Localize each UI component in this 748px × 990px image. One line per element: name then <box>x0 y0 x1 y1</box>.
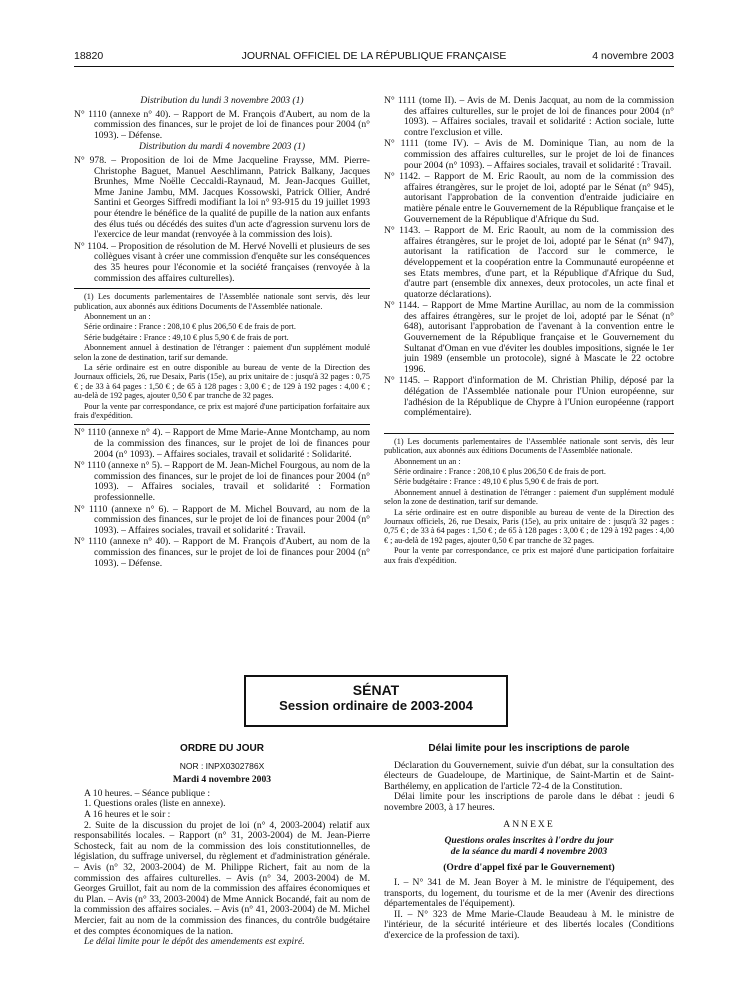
footnote-text: Abonnement annuel à destination de l'étranger : paiement d'un supplément modulé selon la zone de destination, tarif sur demande. <box>74 343 370 362</box>
footnote-text: Pour la vente par correspondance, ce prix est majoré d'une participation forfaitaire aux frais d'expédition. <box>384 546 674 565</box>
footnote-rule <box>384 433 674 434</box>
agenda-line: 2. Suite de la discussion du projet de loi (n° 4, 2003-2004) relatif aux responsabilités locales. – Rapport (n° 31, 2003-2004) de M. Jean-Pierre Schosteck, fait au nom de la commission des lois constitutionnelles, de législation, du suffrage universel, du règlement et d'administration générale. – Avis (n° 32, 2003-2004) de M. Philippe Richert, fait au nom de la commission des affaires culturelles. – Avis (n° 34, 2003-2004) de M. Georges Gruillot, fait au nom de la commission des affaires économiques et du Plan. – Avis (n° 33, 2003-2004) de Mme Annick Bocandé, fait au nom de la commission des affaires sociales. – Avis (n° 41, 2003-2004) de M. Michel Mercier, fait au nom de la commission des finances, du contrôle budgétaire et des comptes économiques de la nation. <box>74 819 370 937</box>
footnote-text: La série ordinaire est en outre disponible au bureau de vente de la Direction des Journaux officiels, 26, rue Desaix, Paris (15e), au prix unitaire de : jusqu'à 32 pages : 0,75 € ; de 33 à 64 pages : 1,50 € ; de 65 à 128 pages : 3,00 € ; de 129 à 192 pages : 4,00 € ; au-delà de 192 pages, ajouter 0,50 € par tranche de 32 pages. <box>74 362 370 401</box>
footnote-text: Série budgétaire : France : 49,10 € plus 5,90 € de frais de port. <box>84 332 289 342</box>
agenda-line: A 16 heures et le soir : <box>84 808 171 820</box>
footnote-text: Série ordinaire : France : 208,10 € plus 206,50 € de frais de port. <box>394 467 606 477</box>
footnote-rule <box>74 424 370 425</box>
footnote-text: (1) Les documents parlementaires de l'Assemblée nationale sont servis, dès leur publication, aux abonnés aux éditions Documents de l'Assemblée nationale. <box>384 436 674 456</box>
distribution-heading: Distribution du lundi 3 novembre 2003 (1) <box>140 95 304 106</box>
document-entry: N° 1110 (annexe n° 5). – Rapport de M. Jean-Michel Fourgous, au nom de la commission des finances, sur le projet de loi de finances pour 2004 (n° 1093). – Affaires sociales, travail et solidarité : Formation professionnelle. <box>74 460 370 503</box>
agenda-line: A 10 heures. – Séance publique : <box>84 787 211 799</box>
nor-reference: NOR : INPX0302786X <box>179 760 265 771</box>
footnote-text: Abonnement annuel à destination de l'étranger : paiement d'un supplément modulé selon la zone de destination, tarif sur demande. <box>384 487 674 507</box>
document-entry: N° 1110 (annexe n° 40). – Rapport de M. François d'Aubert, au nom de la commission des finances, sur le projet de loi de finances pour 2004 (n° 1093). – Défense. <box>74 108 370 141</box>
questions-heading: de la séance du mardi 4 novembre 2003 <box>450 845 608 857</box>
footnote <box>384 437 674 565</box>
footnote-text: Pour la vente par correspondance, ce prix est majoré d'une participation forfaitaire aux frais d'expédition. <box>74 401 370 420</box>
right-column <box>384 96 674 566</box>
senat-subtitle: Session ordinaire de 2003-2004 <box>279 698 473 713</box>
document-entry: N° 978. – Proposition de loi de Mme Jacqueline Fraysse, MM. Pierre-Christophe Baguet, Manuel Aeschlimann, Patrick Balkany, Jacques Brunhes, Mme Noëlle Ceccaldi-Raynaud, M. Jean-Jacques Guillet, Mme Janine Jambu, MM. Jacques Kossowski, Patrick Ollier, André Santini et Georges Siffredi modifiant la loi n° 93-915 du 19 juillet 1993 pour étendre le bénéfice de la qualité de pupille de la nation aux enfants des élus tués ou décédés des suites d'un acte d'agression survenu lors de l'exercice de leur mandat (renvoyée à la commission des lois). <box>74 154 370 241</box>
footnote-text: Série ordinaire : France : 208,10 € plus 206,50 € de frais de port. <box>84 322 296 332</box>
footnote-text: Abonnement un an : <box>394 456 461 466</box>
footnote-text: Série budgétaire : France : 49,10 € plus 5,90 € de frais de port. <box>394 477 599 487</box>
paragraph: Délai limite pour les inscriptions de parole dans le débat : jeudi 6 novembre 2003, à 17 heures. <box>384 791 674 813</box>
document-entry: N° 1111 (tome IV). – Avis de M. Dominique Tian, au nom de la commission des affaires culturelles, sur le projet de loi de finances pour 2004 (n° 1093). – Affaires sociales, travail et solidarité : Travail. <box>384 138 674 171</box>
document-entry: N° 1143. – Rapport de M. Eric Raoult, au nom de la commission des affaires étrangères, sur le projet de loi, adopté par le Sénat (n° 947), autorisant la ratification de l'accord sur le commerce, le développement et la coopération entre la Communauté européenne et ses Etats membres, d'une part, et la République d'Afrique du Sud, d'autre part (ensemble dix annexes, deux protocoles, un acte final et quatorze déclarations). <box>384 225 674 300</box>
left-column <box>74 96 370 570</box>
question-item: II. – N° 323 de Mme Marie-Claude Beaudeau à M. le ministre de l'intérieur, de la sécurité intérieure et des libertés locales (Conditions d'exercice de la profession de taxi). <box>384 908 674 941</box>
footnote <box>74 292 370 420</box>
footnote-text: (1) Les documents parlementaires de l'Assemblée nationale sont servis, dès leur publication, aux abonnés aux éditions Documents de l'Assemblée nationale. <box>74 292 370 311</box>
ordre-du-jour-section <box>74 744 370 948</box>
question-item: I. – N° 341 de M. Jean Boyer à M. le ministre de l'équipement, des transports, du logement, du tourisme et de la mer (Avenir des directions départementales de l'équipement). <box>384 876 674 910</box>
ordre-appel: (Ordre d'appel fixé par le Gouvernement) <box>443 862 615 874</box>
document-entry: N° 1111 (tome II). – Avis de M. Denis Jacquat, au nom de la commission des affaires culturelles, sur le projet de loi de finances pour 2004 (n° 1093). – Affaires sociales, travail et solidarité : Action sociale, lutte contre l'exclusion et ville. <box>384 95 674 138</box>
agenda-note: Le délai limite pour le dépôt des amendements est expiré. <box>84 936 305 948</box>
header-rule <box>74 66 674 67</box>
distribution-heading: Distribution du mardi 4 novembre 2003 (1) <box>138 141 306 153</box>
questions-heading: Questions orales inscrites à l'ordre du jour <box>444 835 614 847</box>
document-entry: N° 1110 (annexe n° 40). – Rapport de M. François d'Aubert, au nom de la commission des finances, sur le projet de loi de finances pour 2004 (n° 1093). – Défense. <box>74 536 370 569</box>
senat-title: SÉNAT <box>352 682 400 698</box>
delai-section <box>384 744 674 942</box>
page-number: 18820 <box>74 50 104 62</box>
document-entry: N° 1110 (annexe n° 6). – Rapport de M. Michel Bouvard, au nom de la commission des finances, sur le projet de loi de finances pour 2004 (n° 1093). – Affaires sociales, travail et solidarité : Travail. <box>74 503 370 536</box>
document-entry: N° 1110 (annexe n° 4). – Rapport de Mme Marie-Anne Montchamp, au nom de la commission des finances, sur le projet de loi de finances pour 2004 (n° 1093). – Affaires sociales, travail et solidarité : Solidarité. <box>74 427 370 460</box>
footnote-rule <box>74 288 370 289</box>
agenda-line: 1. Questions orales (liste en annexe). <box>84 798 226 810</box>
issue-date: 4 novembre 2003 <box>592 50 674 62</box>
document-entry: N° 1142. – Rapport de M. Eric Raoult, au nom de la commission des affaires étrangères, sur le projet de loi, adopté par le Sénat (n° 945), autorisant l'approbation de la convention d'entraide judiciaire en matière pénale entre le Gouvernement de la République française et le Gouvernement de la République d'Afrique du Sud. <box>384 171 674 225</box>
annexe-heading: ANNEXE <box>503 818 555 830</box>
paragraph: Déclaration du Gouvernement, suivie d'un débat, sur la consultation des électeurs de Guadeloupe, de Martinique, de Saint-Martin et de Saint-Barthélemy, en application de l'article 72-4 de la Constitution. <box>384 759 674 792</box>
senat-banner <box>244 675 508 727</box>
section-heading: Délai limite pour les inscriptions de parole <box>428 743 630 754</box>
document-entry: N° 1144. – Rapport de Mme Martine Aurillac, au nom de la commission des affaires étrangères, sur le projet de loi, adopté par le Sénat (n° 648), autorisant l'approbation de l'avenant à la convention entre le Gouvernement de la République française et le Gouvernement du Sultanat d'Oman en vue d'éviter les doubles impositions, signée le 1er juin 1989 (ensemble un protocole), signé à Mascate le 22 octobre 1996. <box>384 300 674 375</box>
document-entry: N° 1104. – Proposition de résolution de M. Hervé Novelli et plusieurs de ses collègues visant à créer une commission d'enquête sur les conséquences des 35 heures pour l'économie et la société françaises (renvoyée à la commission des affaires culturelles). <box>74 240 370 284</box>
session-date: Mardi 4 novembre 2003 <box>172 774 272 786</box>
footnote-text: Abonnement un an : <box>84 311 151 321</box>
document-entry: N° 1145. – Rapport d'information de M. Christian Philip, déposé par la délégation de l'Assemblée nationale pour l'Union européenne, sur l'adhésion de la République de Chypre à l'Union européenne (rapport complémentaire). <box>384 375 674 419</box>
journal-title: JOURNAL OFFICIEL DE LA RÉPUBLIQUE FRANÇAISE <box>241 50 507 62</box>
footnote-text: La série ordinaire est en outre disponible au bureau de vente de la Direction des Journaux officiels, 26, rue Desaix, Paris (15e), au prix unitaire de : jusqu'à 32 pages : 0,75 € ; de 33 à 64 pages : 1,50 € ; de 65 à 128 pages : 3,00 € ; de 129 à 192 pages : 4,00 € ; au-delà de 192 pages, ajouter 0,50 € par tranche de 32 pages. <box>384 507 674 545</box>
page-header <box>74 50 674 64</box>
section-heading: ORDRE DU JOUR <box>180 743 264 754</box>
